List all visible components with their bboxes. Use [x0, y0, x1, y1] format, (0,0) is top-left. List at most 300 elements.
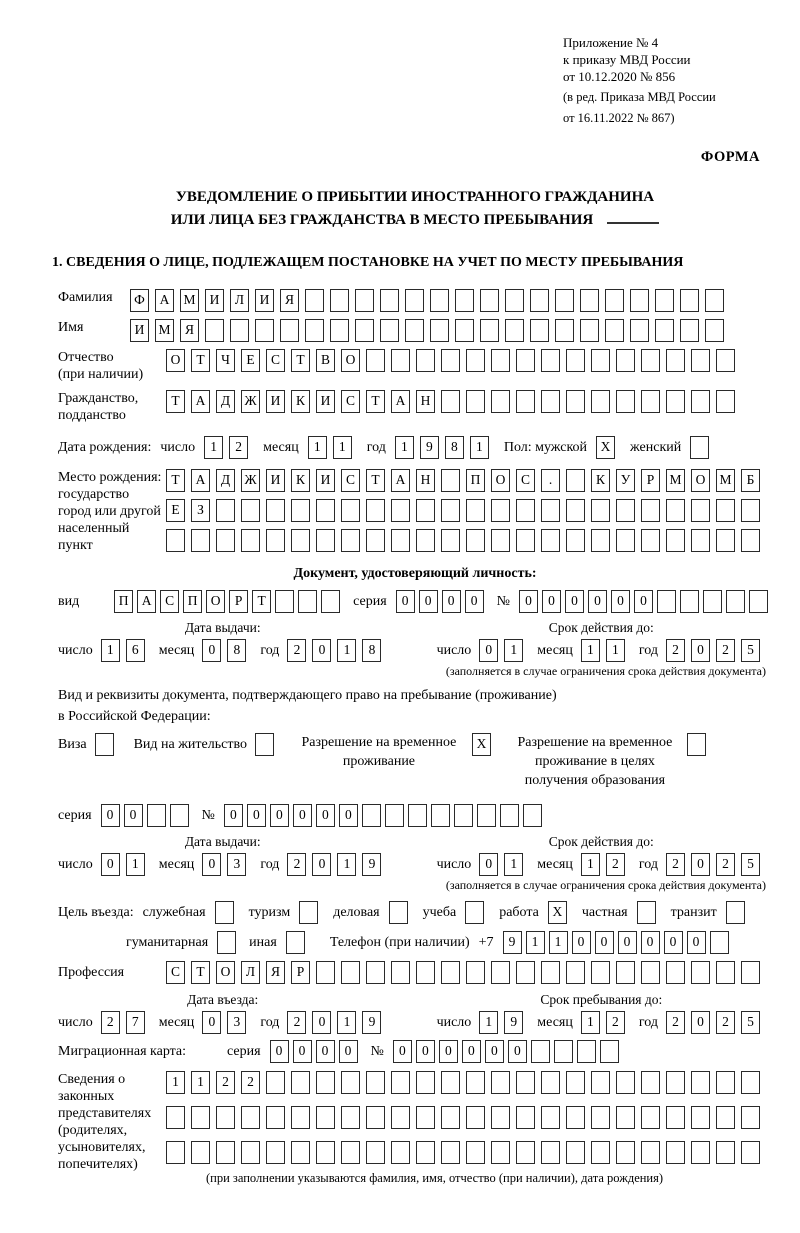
char-cell[interactable] — [216, 1106, 235, 1129]
char-cell[interactable]: О — [216, 961, 235, 984]
char-cell[interactable] — [491, 1141, 510, 1164]
char-cell[interactable]: 1 — [549, 931, 568, 954]
char-cell[interactable] — [541, 529, 560, 552]
char-cell[interactable]: К — [291, 390, 310, 413]
sex-female-checkbox[interactable] — [690, 436, 715, 459]
char-cell[interactable]: 8 — [227, 639, 246, 662]
char-cell[interactable] — [530, 319, 549, 342]
char-cell[interactable] — [341, 529, 360, 552]
char-cell[interactable]: П — [183, 590, 202, 613]
char-cell[interactable]: 2 — [287, 1011, 306, 1034]
gumanitarnaya-checkbox[interactable] — [217, 931, 240, 954]
char-cell[interactable]: М — [180, 289, 199, 312]
char-cell[interactable]: О — [691, 469, 710, 492]
char-cell[interactable] — [391, 349, 410, 372]
char-cell[interactable] — [355, 289, 374, 312]
char-cell[interactable] — [391, 529, 410, 552]
char-cell[interactable]: А — [191, 390, 210, 413]
blank-underline[interactable] — [607, 208, 659, 224]
char-cell[interactable]: 0 — [634, 590, 653, 613]
char-cell[interactable] — [216, 1141, 235, 1164]
char-cell[interactable] — [726, 590, 745, 613]
char-cell[interactable]: Т — [191, 961, 210, 984]
char-cell[interactable]: 0 — [316, 804, 335, 827]
char-cell[interactable] — [716, 390, 735, 413]
char-cell[interactable] — [380, 289, 399, 312]
char-cell[interactable] — [591, 961, 610, 984]
char-cell[interactable] — [666, 499, 685, 522]
char-cell[interactable]: 0 — [465, 590, 484, 613]
turizm-checkbox[interactable] — [299, 901, 324, 924]
char-cell[interactable]: А — [155, 289, 174, 312]
char-cell[interactable] — [657, 590, 676, 613]
char-cell[interactable] — [147, 804, 166, 827]
char-cell[interactable]: 2 — [666, 1011, 685, 1034]
char-cell[interactable] — [191, 1141, 210, 1164]
char-cell[interactable] — [389, 901, 408, 924]
char-cell[interactable] — [166, 529, 185, 552]
char-cell[interactable] — [566, 1071, 585, 1094]
char-cell[interactable] — [666, 349, 685, 372]
char-cell[interactable] — [541, 1071, 560, 1094]
char-cell[interactable] — [241, 499, 260, 522]
char-cell[interactable] — [680, 289, 699, 312]
char-cell[interactable]: 0 — [224, 804, 243, 827]
char-cell[interactable] — [298, 590, 317, 613]
sluzhebnaya-checkbox[interactable] — [215, 901, 240, 924]
char-cell[interactable] — [516, 1106, 535, 1129]
char-cell[interactable] — [366, 961, 385, 984]
char-cell[interactable] — [516, 499, 535, 522]
char-cell[interactable] — [641, 529, 660, 552]
char-cell[interactable]: А — [137, 590, 156, 613]
char-cell[interactable] — [480, 289, 499, 312]
char-cell[interactable]: Н — [416, 390, 435, 413]
char-cell[interactable] — [305, 319, 324, 342]
char-cell[interactable] — [466, 1141, 485, 1164]
char-cell[interactable]: 1 — [308, 436, 327, 459]
char-cell[interactable] — [566, 349, 585, 372]
char-cell[interactable]: С — [341, 469, 360, 492]
char-cell[interactable] — [666, 1106, 685, 1129]
char-cell[interactable] — [466, 390, 485, 413]
char-cell[interactable] — [316, 961, 335, 984]
char-cell[interactable] — [291, 499, 310, 522]
char-cell[interactable]: 0 — [519, 590, 538, 613]
char-cell[interactable]: 1 — [337, 853, 356, 876]
char-cell[interactable] — [566, 529, 585, 552]
char-cell[interactable] — [716, 961, 735, 984]
char-cell[interactable] — [523, 804, 542, 827]
char-cell[interactable] — [716, 1071, 735, 1094]
char-cell[interactable]: 0 — [393, 1040, 412, 1063]
char-cell[interactable] — [655, 289, 674, 312]
char-cell[interactable]: Т — [252, 590, 271, 613]
char-cell[interactable] — [666, 1071, 685, 1094]
char-cell[interactable] — [416, 1106, 435, 1129]
char-cell[interactable] — [500, 804, 519, 827]
char-cell[interactable] — [95, 733, 114, 756]
char-cell[interactable]: М — [716, 469, 735, 492]
char-cell[interactable] — [366, 529, 385, 552]
char-cell[interactable] — [416, 529, 435, 552]
char-cell[interactable]: 0 — [293, 804, 312, 827]
char-cell[interactable] — [491, 499, 510, 522]
char-cell[interactable] — [680, 319, 699, 342]
char-cell[interactable]: 1 — [606, 639, 625, 662]
char-cell[interactable] — [691, 349, 710, 372]
char-cell[interactable] — [566, 469, 585, 492]
char-cell[interactable] — [641, 390, 660, 413]
char-cell[interactable] — [241, 1106, 260, 1129]
char-cell[interactable] — [566, 390, 585, 413]
inaya-checkbox[interactable] — [286, 931, 309, 954]
visa-checkbox[interactable] — [95, 733, 120, 756]
char-cell[interactable] — [416, 499, 435, 522]
char-cell[interactable]: 1 — [581, 639, 600, 662]
char-cell[interactable]: 0 — [641, 931, 660, 954]
char-cell[interactable]: 2 — [716, 853, 735, 876]
char-cell[interactable] — [516, 529, 535, 552]
char-cell[interactable] — [491, 529, 510, 552]
char-cell[interactable]: Л — [241, 961, 260, 984]
char-cell[interactable] — [616, 529, 635, 552]
char-cell[interactable]: О — [166, 349, 185, 372]
char-cell[interactable] — [391, 1071, 410, 1094]
char-cell[interactable]: 0 — [270, 804, 289, 827]
char-cell[interactable] — [516, 349, 535, 372]
char-cell[interactable]: X — [596, 436, 615, 459]
char-cell[interactable]: 1 — [581, 1011, 600, 1034]
char-cell[interactable] — [166, 1106, 185, 1129]
char-cell[interactable] — [577, 1040, 596, 1063]
char-cell[interactable] — [466, 1071, 485, 1094]
char-cell[interactable]: 9 — [362, 1011, 381, 1034]
char-cell[interactable]: С — [166, 961, 185, 984]
char-cell[interactable]: 2 — [606, 853, 625, 876]
char-cell[interactable] — [241, 1141, 260, 1164]
char-cell[interactable] — [454, 804, 473, 827]
char-cell[interactable] — [591, 1106, 610, 1129]
char-cell[interactable] — [416, 1071, 435, 1094]
char-cell[interactable] — [405, 319, 424, 342]
char-cell[interactable]: 1 — [101, 639, 120, 662]
char-cell[interactable]: Я — [266, 961, 285, 984]
char-cell[interactable] — [666, 961, 685, 984]
char-cell[interactable] — [580, 289, 599, 312]
char-cell[interactable]: 8 — [445, 436, 464, 459]
char-cell[interactable] — [591, 499, 610, 522]
char-cell[interactable] — [191, 529, 210, 552]
char-cell[interactable] — [330, 319, 349, 342]
char-cell[interactable] — [591, 1071, 610, 1094]
char-cell[interactable] — [275, 590, 294, 613]
char-cell[interactable]: 1 — [526, 931, 545, 954]
char-cell[interactable] — [380, 319, 399, 342]
char-cell[interactable]: 2 — [241, 1071, 260, 1094]
char-cell[interactable]: 5 — [741, 1011, 760, 1034]
char-cell[interactable] — [266, 1071, 285, 1094]
char-cell[interactable] — [516, 961, 535, 984]
char-cell[interactable]: 0 — [611, 590, 630, 613]
char-cell[interactable] — [431, 804, 450, 827]
char-cell[interactable] — [690, 436, 709, 459]
char-cell[interactable]: А — [391, 469, 410, 492]
char-cell[interactable] — [616, 1106, 635, 1129]
char-cell[interactable] — [541, 1106, 560, 1129]
char-cell[interactable] — [716, 529, 735, 552]
char-cell[interactable] — [580, 319, 599, 342]
char-cell[interactable] — [505, 319, 524, 342]
char-cell[interactable]: 1 — [166, 1071, 185, 1094]
char-cell[interactable] — [366, 499, 385, 522]
char-cell[interactable] — [666, 1141, 685, 1164]
char-cell[interactable] — [216, 529, 235, 552]
char-cell[interactable] — [616, 1071, 635, 1094]
char-cell[interactable]: С — [516, 469, 535, 492]
char-cell[interactable] — [491, 349, 510, 372]
char-cell[interactable]: 2 — [716, 1011, 735, 1034]
char-cell[interactable] — [316, 1141, 335, 1164]
char-cell[interactable] — [480, 319, 499, 342]
char-cell[interactable] — [530, 289, 549, 312]
char-cell[interactable]: 0 — [416, 1040, 435, 1063]
char-cell[interactable]: И — [316, 469, 335, 492]
char-cell[interactable]: Р — [291, 961, 310, 984]
char-cell[interactable]: 6 — [126, 639, 145, 662]
char-cell[interactable] — [505, 289, 524, 312]
rabota-checkbox[interactable] — [548, 901, 573, 924]
char-cell[interactable] — [741, 1106, 760, 1129]
char-cell[interactable] — [465, 901, 484, 924]
char-cell[interactable] — [366, 1141, 385, 1164]
char-cell[interactable]: Т — [366, 390, 385, 413]
char-cell[interactable]: И — [316, 390, 335, 413]
char-cell[interactable] — [641, 1071, 660, 1094]
char-cell[interactable]: 2 — [716, 639, 735, 662]
char-cell[interactable]: 0 — [312, 1011, 331, 1034]
char-cell[interactable] — [491, 961, 510, 984]
char-cell[interactable]: 9 — [362, 853, 381, 876]
char-cell[interactable]: 0 — [101, 804, 120, 827]
char-cell[interactable] — [441, 469, 460, 492]
char-cell[interactable]: 0 — [339, 1040, 358, 1063]
char-cell[interactable]: 0 — [124, 804, 143, 827]
char-cell[interactable] — [241, 529, 260, 552]
char-cell[interactable]: 9 — [420, 436, 439, 459]
char-cell[interactable] — [466, 1106, 485, 1129]
char-cell[interactable] — [616, 961, 635, 984]
char-cell[interactable] — [455, 319, 474, 342]
char-cell[interactable]: 2 — [101, 1011, 120, 1034]
char-cell[interactable]: 7 — [126, 1011, 145, 1034]
char-cell[interactable]: Р — [229, 590, 248, 613]
char-cell[interactable] — [477, 804, 496, 827]
char-cell[interactable]: 9 — [504, 1011, 523, 1034]
char-cell[interactable] — [441, 1071, 460, 1094]
char-cell[interactable]: Е — [166, 499, 185, 522]
char-cell[interactable] — [516, 390, 535, 413]
char-cell[interactable] — [691, 529, 710, 552]
delovaya-checkbox[interactable] — [389, 901, 414, 924]
char-cell[interactable]: 5 — [741, 853, 760, 876]
char-cell[interactable] — [391, 961, 410, 984]
char-cell[interactable] — [466, 499, 485, 522]
char-cell[interactable]: 3 — [227, 1011, 246, 1034]
char-cell[interactable] — [726, 901, 745, 924]
char-cell[interactable]: 0 — [664, 931, 683, 954]
char-cell[interactable]: О — [206, 590, 225, 613]
char-cell[interactable] — [705, 319, 724, 342]
char-cell[interactable] — [710, 931, 729, 954]
char-cell[interactable] — [555, 289, 574, 312]
char-cell[interactable]: 0 — [419, 590, 438, 613]
char-cell[interactable]: 1 — [395, 436, 414, 459]
char-cell[interactable]: П — [466, 469, 485, 492]
char-cell[interactable] — [416, 349, 435, 372]
char-cell[interactable]: Д — [216, 390, 235, 413]
char-cell[interactable] — [641, 499, 660, 522]
char-cell[interactable] — [255, 319, 274, 342]
char-cell[interactable]: 1 — [333, 436, 352, 459]
char-cell[interactable]: 0 — [542, 590, 561, 613]
char-cell[interactable]: К — [591, 469, 610, 492]
char-cell[interactable] — [716, 1141, 735, 1164]
char-cell[interactable] — [341, 499, 360, 522]
char-cell[interactable]: 0 — [691, 853, 710, 876]
char-cell[interactable] — [441, 961, 460, 984]
char-cell[interactable] — [441, 349, 460, 372]
char-cell[interactable] — [286, 931, 305, 954]
char-cell[interactable]: А — [391, 390, 410, 413]
char-cell[interactable] — [341, 961, 360, 984]
char-cell[interactable] — [391, 1106, 410, 1129]
char-cell[interactable] — [516, 1071, 535, 1094]
char-cell[interactable]: Я — [180, 319, 199, 342]
char-cell[interactable]: Н — [416, 469, 435, 492]
char-cell[interactable]: И — [266, 390, 285, 413]
char-cell[interactable]: Т — [166, 390, 185, 413]
char-cell[interactable] — [641, 349, 660, 372]
char-cell[interactable]: 0 — [339, 804, 358, 827]
char-cell[interactable]: 1 — [504, 853, 523, 876]
char-cell[interactable]: 0 — [479, 639, 498, 662]
char-cell[interactable] — [316, 1106, 335, 1129]
char-cell[interactable] — [541, 349, 560, 372]
char-cell[interactable]: 0 — [588, 590, 607, 613]
char-cell[interactable] — [703, 590, 722, 613]
char-cell[interactable] — [691, 961, 710, 984]
char-cell[interactable] — [291, 1071, 310, 1094]
char-cell[interactable]: 0 — [618, 931, 637, 954]
char-cell[interactable]: 0 — [485, 1040, 504, 1063]
char-cell[interactable]: 0 — [270, 1040, 289, 1063]
char-cell[interactable]: С — [266, 349, 285, 372]
char-cell[interactable]: 0 — [687, 931, 706, 954]
char-cell[interactable] — [441, 1141, 460, 1164]
char-cell[interactable]: 2 — [666, 639, 685, 662]
char-cell[interactable]: 1 — [504, 639, 523, 662]
char-cell[interactable] — [691, 1071, 710, 1094]
char-cell[interactable] — [441, 529, 460, 552]
char-cell[interactable] — [741, 499, 760, 522]
char-cell[interactable] — [215, 901, 234, 924]
char-cell[interactable] — [355, 319, 374, 342]
char-cell[interactable]: Ф — [130, 289, 149, 312]
char-cell[interactable] — [466, 961, 485, 984]
char-cell[interactable]: Ч — [216, 349, 235, 372]
char-cell[interactable]: 0 — [691, 1011, 710, 1034]
char-cell[interactable] — [641, 961, 660, 984]
char-cell[interactable] — [466, 529, 485, 552]
char-cell[interactable]: 0 — [247, 804, 266, 827]
char-cell[interactable]: 2 — [666, 853, 685, 876]
char-cell[interactable]: 1 — [204, 436, 223, 459]
char-cell[interactable] — [591, 1141, 610, 1164]
char-cell[interactable]: О — [491, 469, 510, 492]
char-cell[interactable] — [541, 390, 560, 413]
char-cell[interactable]: З — [191, 499, 210, 522]
char-cell[interactable] — [316, 1071, 335, 1094]
char-cell[interactable] — [191, 1106, 210, 1129]
char-cell[interactable]: Т — [366, 469, 385, 492]
char-cell[interactable] — [705, 289, 724, 312]
char-cell[interactable] — [566, 499, 585, 522]
char-cell[interactable]: . — [541, 469, 560, 492]
char-cell[interactable] — [299, 901, 318, 924]
char-cell[interactable]: А — [191, 469, 210, 492]
char-cell[interactable]: 3 — [227, 853, 246, 876]
char-cell[interactable] — [491, 390, 510, 413]
char-cell[interactable] — [666, 529, 685, 552]
char-cell[interactable]: Я — [280, 289, 299, 312]
char-cell[interactable]: 0 — [595, 931, 614, 954]
char-cell[interactable]: 0 — [691, 639, 710, 662]
char-cell[interactable] — [630, 319, 649, 342]
char-cell[interactable]: Е — [241, 349, 260, 372]
char-cell[interactable] — [741, 1141, 760, 1164]
vid-na-zhitelstvo-checkbox[interactable] — [255, 733, 280, 756]
char-cell[interactable]: П — [114, 590, 133, 613]
char-cell[interactable] — [170, 804, 189, 827]
char-cell[interactable] — [591, 529, 610, 552]
char-cell[interactable] — [616, 499, 635, 522]
char-cell[interactable] — [655, 319, 674, 342]
char-cell[interactable] — [330, 289, 349, 312]
char-cell[interactable] — [680, 590, 699, 613]
char-cell[interactable]: 2 — [229, 436, 248, 459]
char-cell[interactable] — [716, 499, 735, 522]
char-cell[interactable] — [616, 349, 635, 372]
char-cell[interactable] — [566, 1141, 585, 1164]
char-cell[interactable] — [630, 289, 649, 312]
char-cell[interactable] — [366, 1106, 385, 1129]
char-cell[interactable] — [391, 499, 410, 522]
char-cell[interactable] — [616, 1141, 635, 1164]
char-cell[interactable]: Л — [230, 289, 249, 312]
char-cell[interactable] — [541, 499, 560, 522]
char-cell[interactable] — [600, 1040, 619, 1063]
char-cell[interactable]: 2 — [606, 1011, 625, 1034]
char-cell[interactable]: 1 — [479, 1011, 498, 1034]
char-cell[interactable] — [491, 1071, 510, 1094]
char-cell[interactable]: 0 — [396, 590, 415, 613]
char-cell[interactable] — [554, 1040, 573, 1063]
char-cell[interactable]: 2 — [287, 639, 306, 662]
char-cell[interactable] — [491, 1106, 510, 1129]
char-cell[interactable]: 0 — [101, 853, 120, 876]
char-cell[interactable]: М — [155, 319, 174, 342]
